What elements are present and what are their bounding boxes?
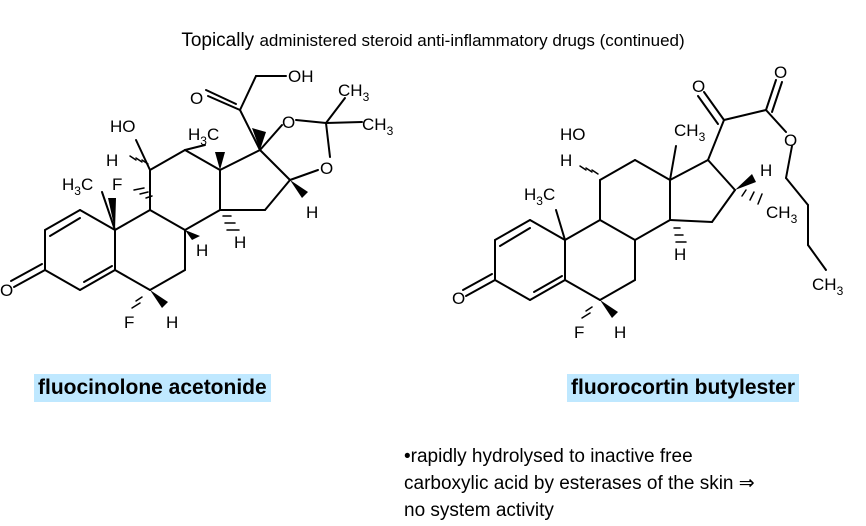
label-ch3-right: $CH_3$ (362, 115, 394, 138)
label2-ch3-c13: $CH_3$ (674, 121, 706, 144)
label-f-c9: F (112, 175, 123, 194)
label-h-c16: H (306, 203, 319, 222)
label-h-c14: H (234, 233, 247, 252)
label2-ester-o-top: O (774, 63, 788, 82)
label-h-c11: H (106, 151, 119, 170)
note-line-3: no system activity (404, 500, 554, 521)
label-ketone-o: O (190, 89, 204, 108)
title-rest: administered steroid anti-inflammatory drugs (continued) (259, 31, 685, 50)
label2-h-c6: H (614, 323, 627, 342)
label-f-c6: F (124, 313, 135, 332)
note-text (404, 443, 844, 524)
label-ho: HO (110, 117, 136, 136)
label-c3-o: O (0, 281, 14, 300)
label2-ester-o: O (784, 131, 798, 150)
label-ch3-top: $CH_3$ (338, 81, 370, 104)
fluocinolone-name: fluocinolone acetonide (34, 374, 271, 402)
label2-ketone-o: O (692, 77, 706, 96)
label2-h-c11: H (560, 151, 573, 170)
label2-h-c14: H (674, 245, 687, 264)
label2-ho: HO (560, 125, 586, 144)
note-line-1: •rapidly hydrolysed to inactive free (404, 446, 693, 467)
label-ring-o2: O (320, 159, 334, 178)
label-h-c6: H (166, 313, 179, 332)
label-oh: OH (288, 67, 314, 86)
fluorocortin-name: fluorocortin butylester (567, 374, 799, 402)
title-main: Topically (181, 30, 255, 51)
label-h-c8: H (196, 241, 209, 260)
label2-h3c-c10: $H_3C$ (524, 185, 556, 208)
bullet: • (404, 446, 411, 467)
label2-h-c17: H (760, 161, 773, 180)
label-h3c-c10: $H_3C$ (62, 175, 94, 198)
note-line-2: carboxylic acid by esterases of the skin ⇒ (404, 473, 755, 494)
label2-f-c6: F (574, 323, 585, 342)
label2-ch3-c16: $CH_3$ (766, 203, 798, 226)
label2-ch3-butyl: $CH_3$ (812, 275, 844, 298)
label2-c3-o: O (452, 289, 466, 308)
label-h3c-c13: $H_3C$ (188, 125, 220, 148)
fluorocortin-structure (463, 80, 826, 318)
label-ring-o1: O (282, 113, 296, 132)
